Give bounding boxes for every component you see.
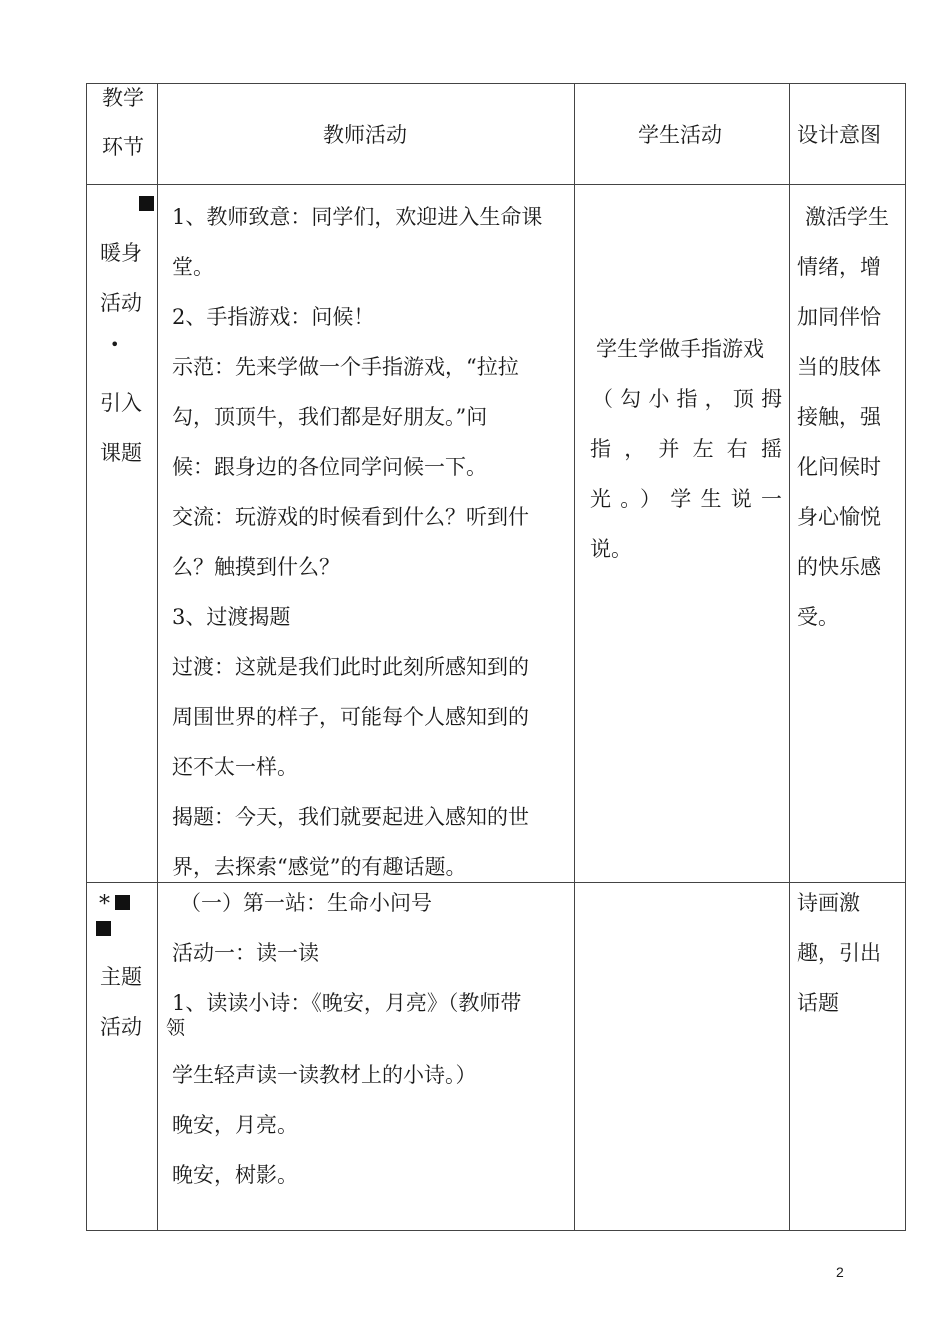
row1-teacher-line-7: 交流：玩游戏的时候看到什么？听到什 (172, 505, 529, 529)
row1-design-line-1: 激活学生 (805, 205, 889, 229)
row2-design-line-3: 话题 (797, 991, 839, 1015)
row1-teacher-line-4: 示范：先来学做一个手指游戏，“拉拉 (172, 355, 519, 379)
row1-stage-line-1: 暖身 (100, 241, 142, 265)
header-stage-line-1: 教学 (102, 86, 144, 110)
row2-design-line-2: 趣，引出 (797, 941, 881, 965)
row1-stage-line-4: 课题 (100, 441, 142, 465)
row1-stage-line-3: 引入 (100, 391, 142, 415)
row1-stage-bullet: • (110, 335, 120, 354)
row2-teacher-line-2: 活动一：读一读 (172, 941, 319, 965)
row1-teacher-line-1: 1、教师致意：同学们，欢迎进入生命课 (172, 205, 543, 229)
row1-teacher-line-14: 界，去探索“感觉”的有趣话题。 (172, 855, 467, 879)
row1-student-line-1: 学生学做手指游戏 (596, 337, 764, 361)
row1-teacher-line-3: 2、手指游戏：问候！ (172, 305, 375, 329)
table-bottom-border (86, 1230, 906, 1231)
header-design-intent: 设计意图 (797, 123, 881, 147)
header-teacher-activity: 教师活动 (323, 123, 407, 147)
header-bottom-border (86, 184, 906, 185)
row1-teacher-line-12: 还不太一样。 (172, 755, 298, 779)
row2-stage-line-1: 主题 (100, 965, 142, 989)
row1-bottom-border (86, 882, 906, 883)
col2-divider (574, 83, 575, 1231)
row1-design-line-2: 情绪，增 (797, 255, 881, 279)
table-top-border (86, 83, 906, 84)
row1-teacher-line-10: 过渡：这就是我们此时此刻所感知到的 (172, 655, 529, 679)
row2-teacher-line-7: 晚安，树影。 (172, 1163, 298, 1187)
header-student-activity: 学生活动 (638, 123, 722, 147)
row2-teacher-line-1: （一）第一站：生命小问号 (180, 891, 432, 915)
row2-stage-asterisk: * (99, 892, 110, 917)
row2-design-line-1: 诗画激 (797, 891, 860, 915)
row1-student-line-3: 指，并左右摇 (590, 437, 782, 461)
row1-teacher-line-11: 周围世界的样子，可能每个人感知到的 (172, 705, 529, 729)
col1-divider (157, 83, 158, 1231)
row1-student-line-5: 说。 (590, 537, 632, 561)
row1-student-line-4: 光。）学生说一 (590, 487, 782, 511)
row1-design-line-3: 加同伴恰 (797, 305, 881, 329)
row1-teacher-line-2: 堂。 (172, 255, 214, 279)
row2-teacher-line-5: 学生轻声读一读教材上的小诗。） (172, 1063, 477, 1087)
header-stage-line-2: 环节 (102, 135, 144, 159)
row2-teacher-line-6: 晚安，月亮。 (172, 1113, 298, 1137)
row1-teacher-line-13: 揭题：今天，我们就要起进入感知的世 (172, 805, 529, 829)
row1-design-line-5: 接触，强 (797, 405, 881, 429)
row1-design-line-4: 当的肢体 (797, 355, 881, 379)
row1-stage-line-2: 活动 (100, 291, 142, 315)
page-number: 2 (836, 1264, 844, 1280)
table-left-border (86, 83, 87, 1231)
row1-teacher-line-6: 候：跟身边的各位同学问候一下。 (172, 455, 487, 479)
row2-teacher-line-4: 领 (166, 1017, 186, 1039)
col3-divider (789, 83, 790, 1231)
bullet-square-marker (96, 921, 111, 936)
row2-teacher-line-3: 1、读读小诗：《晚安，月亮》（教师带 (172, 991, 522, 1015)
row1-teacher-line-5: 勾，顶顶牛，我们都是好朋友。”问 (172, 405, 488, 429)
row1-student-line-2: （勾小指，顶拇 (592, 387, 782, 411)
row1-teacher-line-9: 3、过渡揭题 (172, 605, 291, 629)
row2-stage-line-2: 活动 (100, 1015, 142, 1039)
bullet-square-marker (139, 196, 154, 211)
row1-design-line-9: 受。 (797, 605, 839, 629)
row1-design-line-6: 化问候时 (797, 455, 881, 479)
row1-teacher-line-8: 么？触摸到什么？ (172, 555, 340, 579)
table-right-border (905, 83, 906, 1231)
row1-design-line-7: 身心愉悦 (797, 505, 881, 529)
bullet-square-marker (115, 895, 130, 910)
row1-design-line-8: 的快乐感 (797, 555, 881, 579)
